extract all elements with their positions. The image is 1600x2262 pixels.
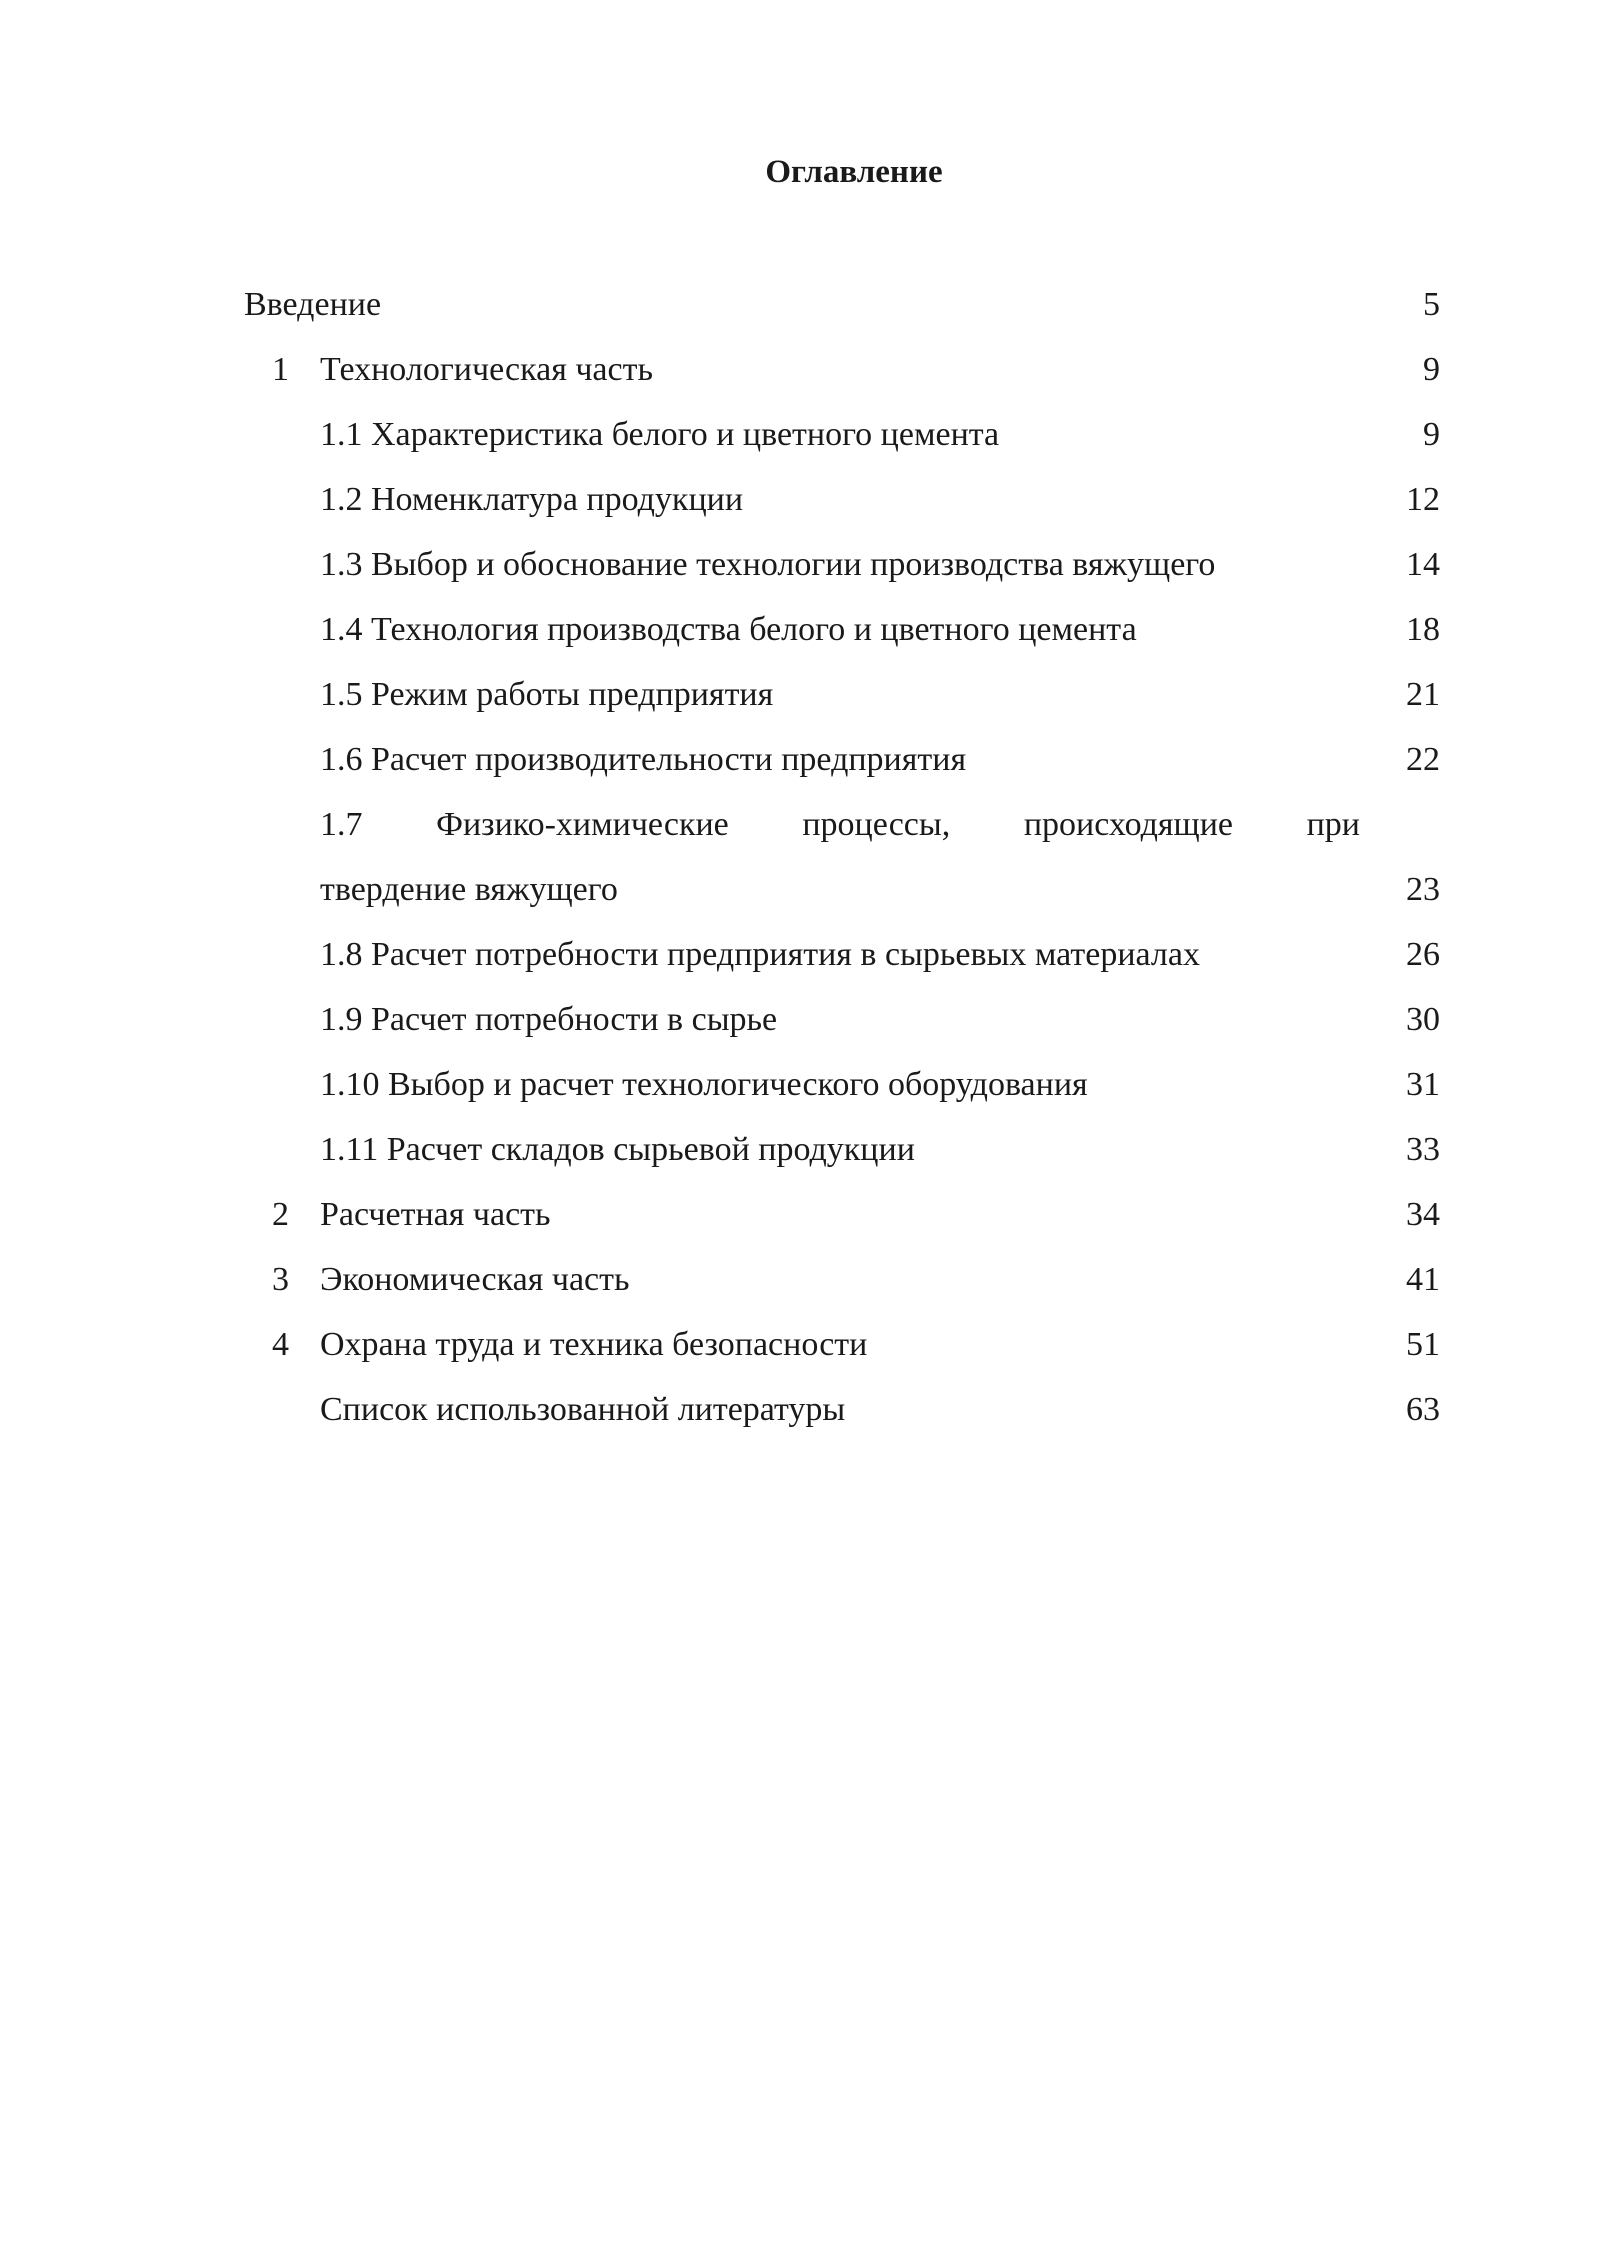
toc-entry-text: 1.8 Расчет потребности предприятия в сырьевых материалах	[320, 936, 1200, 973]
toc-entry	[0, 998, 1600, 1063]
toc-entry-text: Список использованной литературы	[320, 1391, 846, 1428]
toc-entry	[0, 283, 1600, 348]
toc-entry	[0, 478, 1600, 543]
toc-entry-text: 1.10 Выбор и расчет технологического оборудования	[320, 1066, 1088, 1103]
toc-entry	[0, 543, 1600, 608]
toc-entry-text: Технологическая часть	[320, 351, 653, 388]
toc-entry	[0, 608, 1600, 673]
toc-entry-page: 63	[1406, 1391, 1440, 1428]
toc-entry-page: 9	[1423, 351, 1440, 388]
toc-entry-page: 9	[1423, 416, 1440, 453]
toc-entry-text: Расчетная часть	[320, 1196, 551, 1233]
toc-entry	[0, 1258, 1600, 1323]
toc-entry	[0, 1193, 1600, 1258]
toc-entry-page: 26	[1406, 936, 1440, 973]
toc-entry-page: 33	[1406, 1131, 1440, 1168]
toc-entry-page: 5	[1423, 286, 1440, 323]
toc-entry-number: 2	[272, 1196, 289, 1233]
toc-entry	[0, 933, 1600, 998]
toc-entry-number: 4	[272, 1326, 289, 1363]
toc-entry-text: 1.7 Физико-химические процессы, происходящие при	[320, 806, 1360, 843]
toc-entry-number: 1	[272, 351, 289, 388]
toc-entry	[0, 868, 1600, 933]
toc-entry-page: 21	[1406, 676, 1440, 713]
toc-entry-text: Экономическая часть	[320, 1261, 630, 1298]
toc-entry	[0, 673, 1600, 738]
toc-entry-page: 51	[1406, 1326, 1440, 1363]
toc-entry-number: 3	[272, 1261, 289, 1298]
toc-entry-text: 1.5 Режим работы предприятия	[320, 676, 774, 713]
toc-entry	[0, 413, 1600, 478]
toc-entry-text: 1.4 Технология производства белого и цветного цемента	[320, 611, 1137, 648]
toc-entry-text: 1.1 Характеристика белого и цветного цемента	[320, 416, 1000, 453]
toc-entry	[0, 1063, 1600, 1128]
table-of-contents	[0, 283, 1600, 1453]
toc-entry-page: 18	[1406, 611, 1440, 648]
toc-entry-text: 1.11 Расчет складов сырьевой продукции	[320, 1131, 915, 1168]
toc-entry-text: Введение	[244, 286, 382, 323]
toc-entry	[0, 738, 1600, 803]
toc-entry-text: твердение вяжущего	[320, 871, 618, 908]
toc-entry-page: 34	[1406, 1196, 1440, 1233]
toc-entry-page: 41	[1406, 1261, 1440, 1298]
toc-entry-text: 1.3 Выбор и обоснование технологии производства вяжущего	[320, 546, 1216, 583]
toc-entry	[0, 1388, 1600, 1453]
toc-entry-text: 1.6 Расчет производительности предприятия	[320, 741, 967, 778]
toc-entry	[0, 348, 1600, 413]
toc-entry-page: 30	[1406, 1001, 1440, 1038]
toc-entry-page: 12	[1406, 481, 1440, 518]
toc-entry	[0, 1323, 1600, 1388]
toc-entry-page: 22	[1406, 741, 1440, 778]
toc-entry-page: 31	[1406, 1066, 1440, 1103]
toc-entry-text: 1.9 Расчет потребности в сырье	[320, 1001, 778, 1038]
toc-entry-page: 23	[1406, 871, 1440, 908]
toc-entry-text: Охрана труда и техника безопасности	[320, 1326, 868, 1363]
toc-entry-text: 1.2 Номенклатура продукции	[320, 481, 744, 518]
toc-entry	[0, 1128, 1600, 1193]
toc-entry-page: 14	[1406, 546, 1440, 583]
page-title: Оглавление	[765, 154, 943, 190]
toc-entry	[0, 803, 1600, 868]
